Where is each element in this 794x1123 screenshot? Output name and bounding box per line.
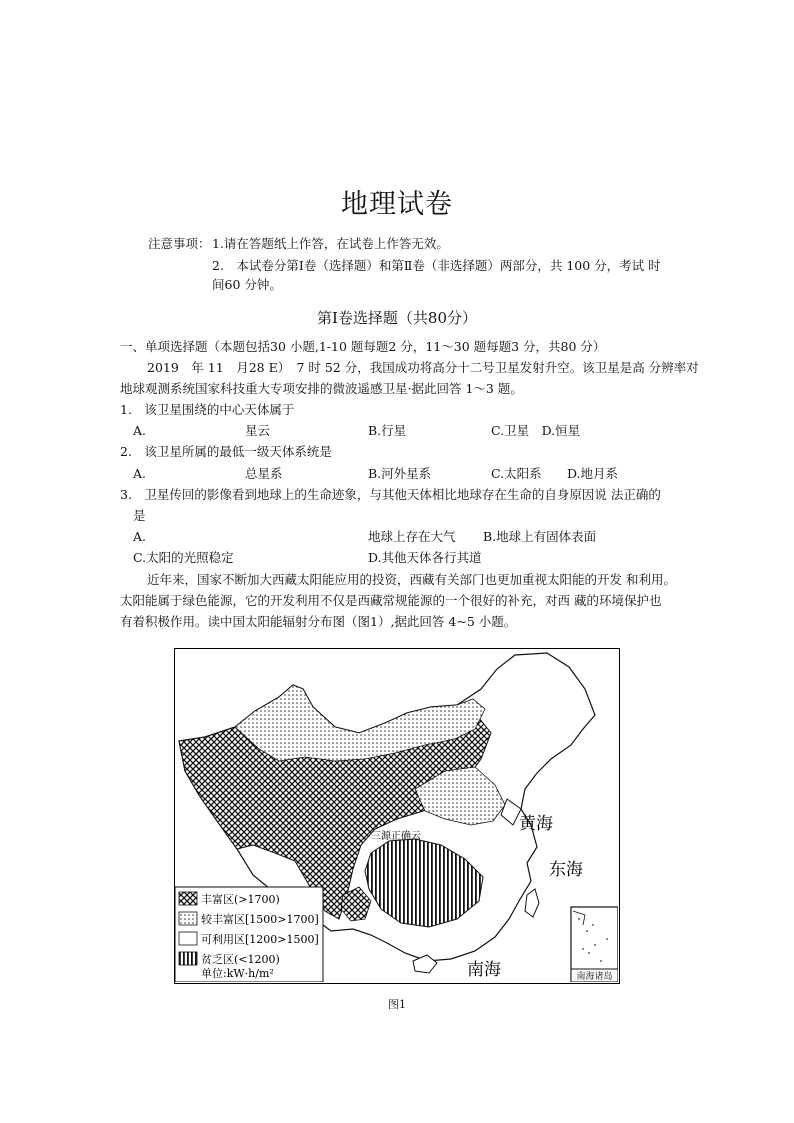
yellow-sea-label: 黄海 [519, 814, 553, 834]
notice-line-1: 1.请在答题纸上作答，在试卷上作答无效。 [212, 236, 449, 251]
taiwan-island [525, 889, 539, 917]
legend-swatch-rich [179, 892, 197, 905]
q1-option-a: 星云 [245, 423, 271, 438]
notice-line-2: 2. 本试卷分第Ⅰ卷（选择题）和第Ⅱ卷（非选择题）两部分，共 100 分，考试 时 [212, 258, 661, 273]
q2-option-d: D.地月系 [567, 466, 619, 481]
legend-label-fairly-rich: 较丰富区[1500>1700] [201, 913, 319, 926]
question-1-stem: 1. 该卫星围绕的中心天体属于 [120, 402, 295, 417]
q2-option-a: 总星系 [245, 466, 283, 481]
q2-option-c: C.太阳系 [491, 466, 542, 481]
part1-heading: 一、单项选择题（本题包括30 小题,1-10 题每题2 分，11～30 题每题3 分，共80 分） [120, 339, 606, 354]
q1-option-a-label: A. [133, 423, 147, 438]
question-2-stem: 2. 该卫星所属的最低一级天体系统是 [120, 444, 332, 459]
q3-option-a-label: A. [133, 529, 147, 544]
intro2-line-2: 太阳能属于绿色能源，它的开发利用不仅是西藏常规能源的一个很好的补充，对西 藏的环境保护也 [120, 593, 662, 608]
map-annotation: 三源正确云 [371, 831, 421, 842]
inset-label: 南海诸岛 [576, 972, 613, 982]
q3-option-b: B.地球上有固体表面 [483, 529, 597, 544]
q3-option-a: 地球上存在大气 [368, 529, 456, 544]
figure-caption: 图1 [388, 998, 406, 1011]
solar-radiation-map [174, 648, 620, 984]
intro1-line-1: 2019 年 11 月28 E） 7 时 52 分，我国成功将高分十二号卫星发射升空。该卫星是高 分辨率对 [147, 360, 699, 375]
q3-option-d: D.其他天体各行其道 [368, 550, 482, 565]
legend-label-poor: 贫乏区(<1200) [201, 953, 280, 966]
legend-label-usable: 可利用区[1200>1500] [201, 933, 319, 946]
intro2-line-1: 近年来，国家不断加大西藏太阳能应用的投资，西藏有关部门也更加重视太阳能的开发 和利用。 [147, 572, 676, 587]
intro1-line-2: 地球观测系统国家科技重大专项安排的微波遥感卫星·据此回答 1～3 题。 [120, 381, 523, 396]
legend-unit: 单位:kW·h/m² [201, 967, 274, 980]
south-sea-label: 南海 [467, 960, 501, 980]
page-title: 地理试卷 [341, 189, 453, 220]
section-title: 第Ⅰ卷选择题（共80分） [316, 309, 477, 327]
q1-option-cd: C.卫星 D.恒星 [491, 423, 581, 438]
notice-label: 注意事项： [148, 236, 211, 251]
legend-swatch-usable [179, 932, 197, 945]
q2-option-a-label: A. [133, 466, 147, 481]
intro2-line-3: 有着积极作用。读中国太阳能辐射分布图（图1）,据此回答 4~5 小题。 [120, 614, 517, 629]
legend-swatch-fairly-rich [179, 912, 197, 925]
notice-line-3: 间60 分钟。 [212, 277, 282, 292]
legend-swatch-poor [179, 952, 197, 965]
east-sea-label: 东海 [549, 860, 583, 880]
legend-label-rich: 丰富区(>1700) [201, 893, 280, 906]
question-3-stem: 3. 卫星传回的影像看到地球上的生命迹象，与其他天体相比地球存在生命的自身原因说 法正确的 [120, 487, 661, 502]
q3-option-c: C.太阳的光照稳定 [133, 550, 234, 565]
question-3-stem-cont: 是 [133, 508, 146, 523]
q1-option-b: B.行星 [368, 423, 407, 438]
q2-option-b: B.河外星系 [368, 466, 432, 481]
